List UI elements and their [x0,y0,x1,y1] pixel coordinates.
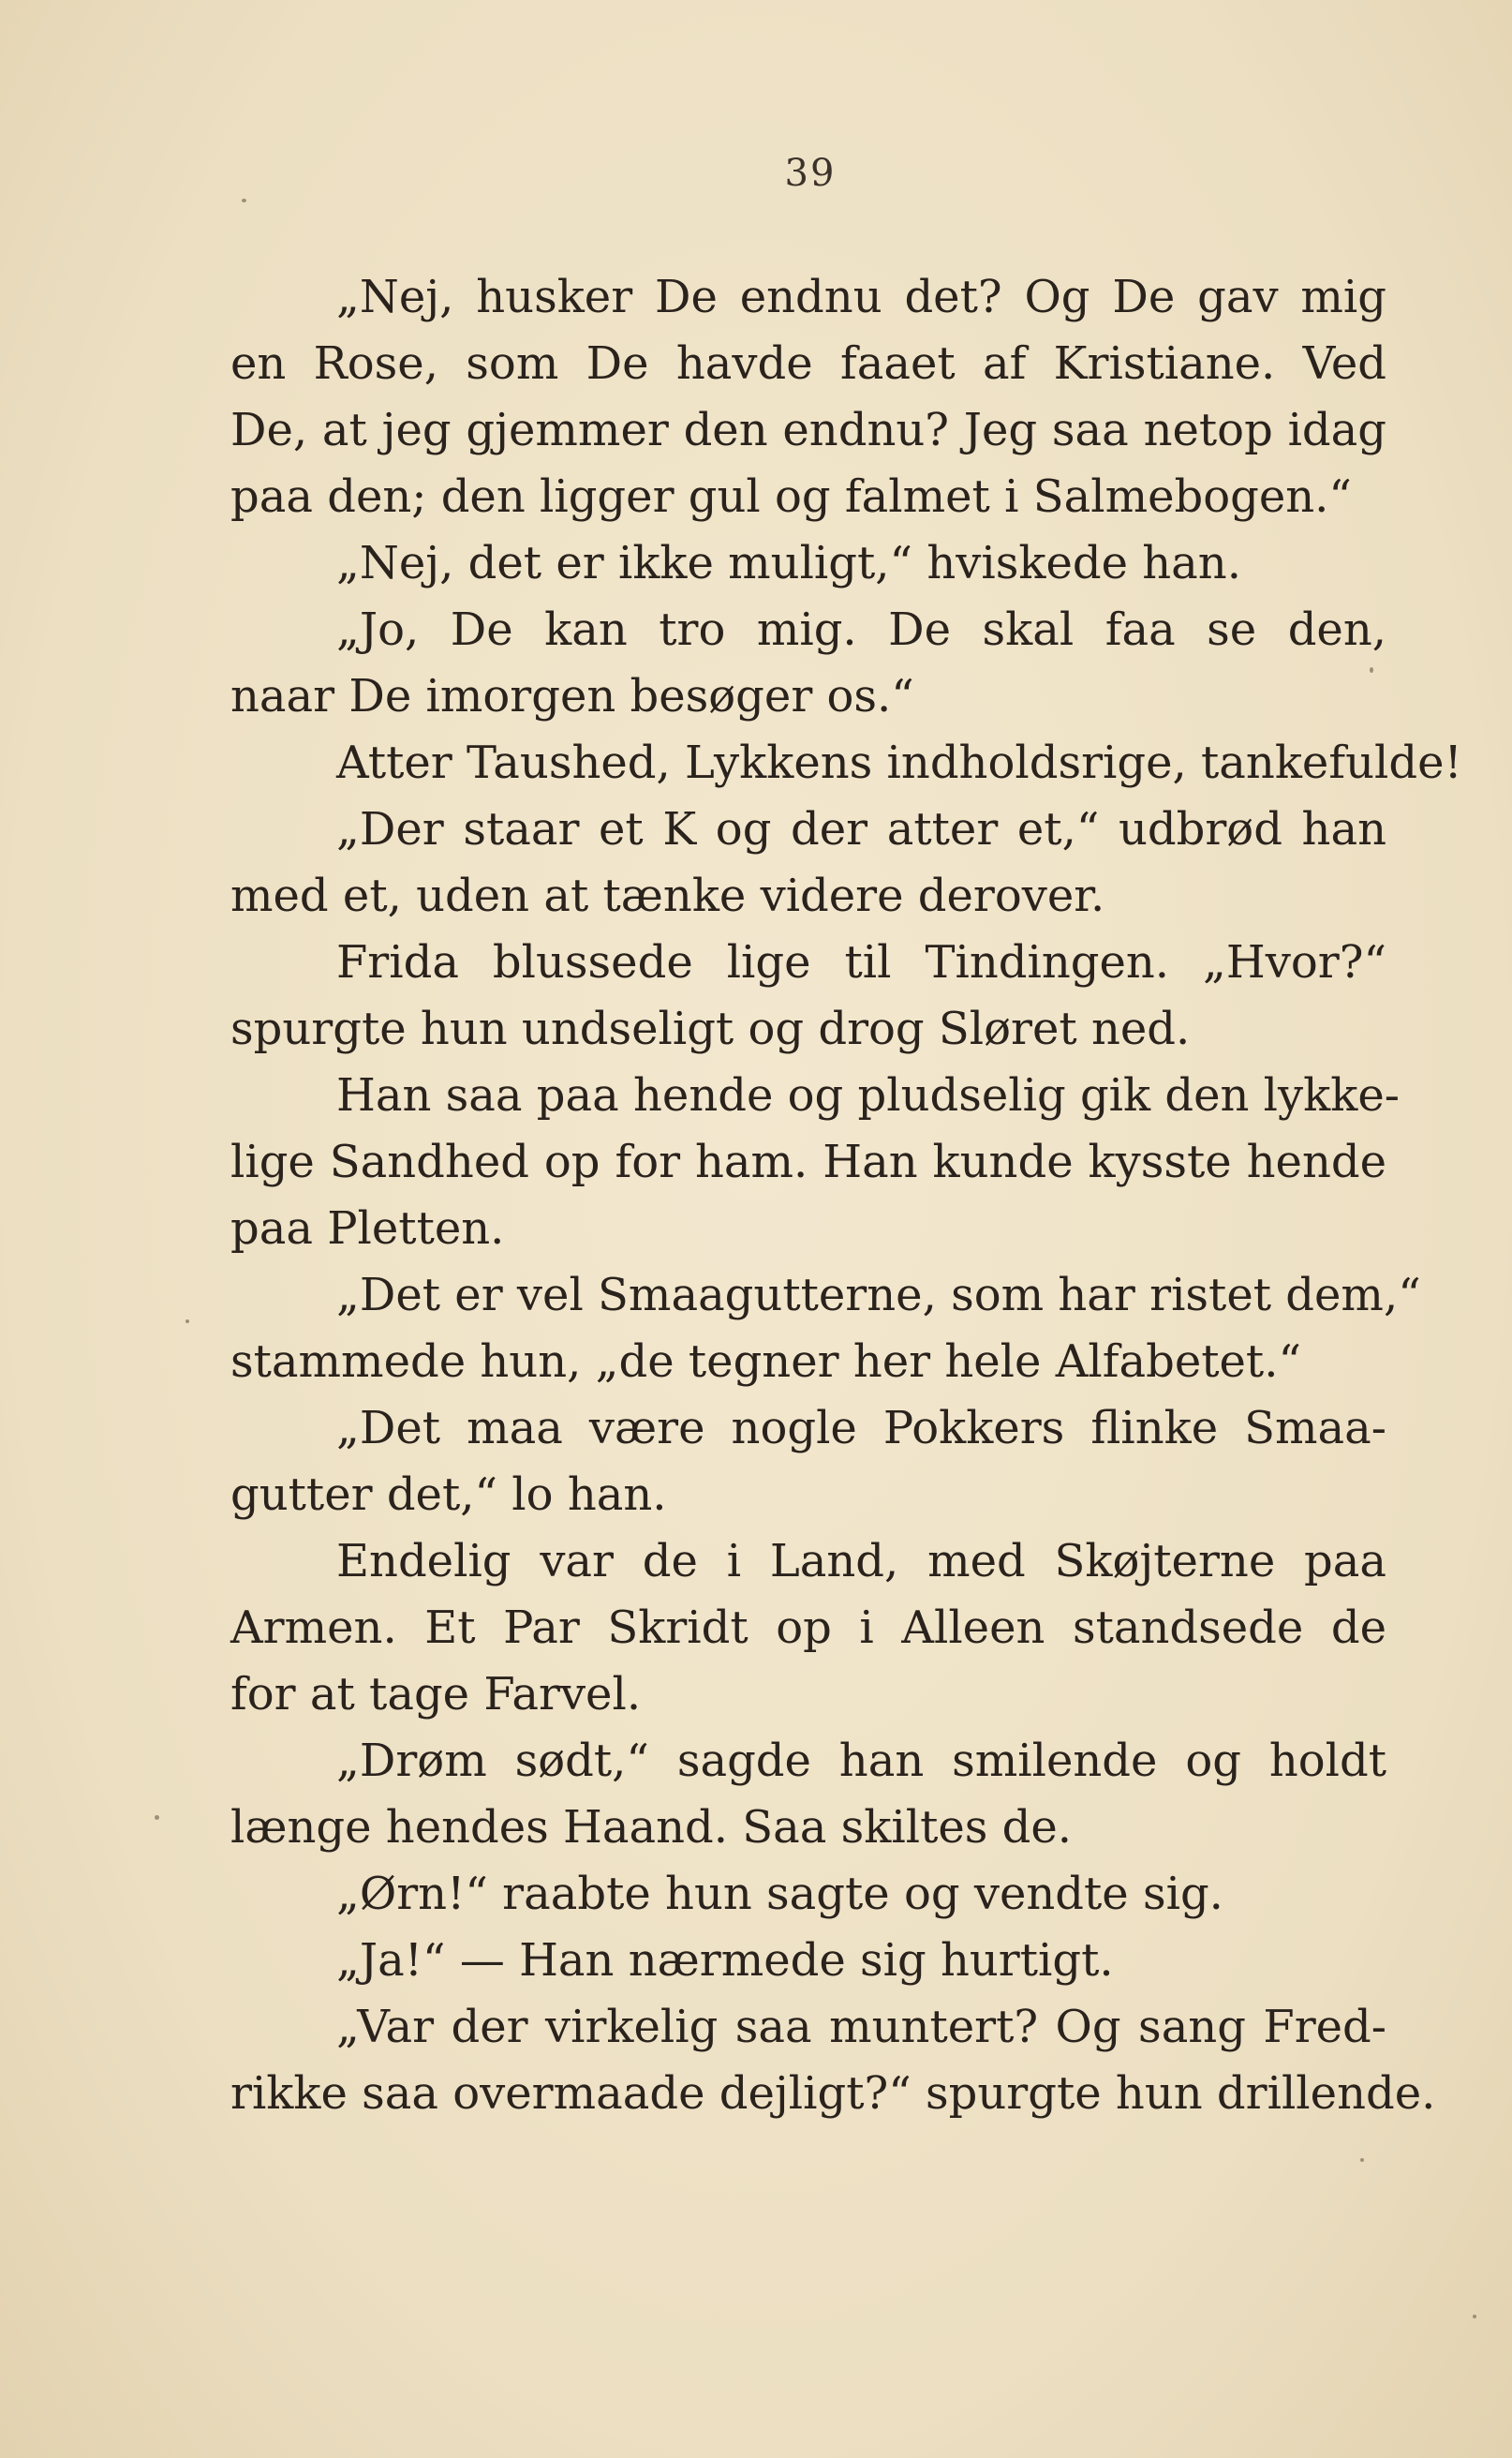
paper-speck [1473,2315,1476,2318]
text-line: rikke saa overmaade dejligt?“ spurgte hun drillende. [230,2067,1436,2120]
text-line: „Drøm sødt,“ sagde han smilende og holdt [336,1735,1386,1787]
paper-speck [185,1319,189,1323]
paper-speck [1370,667,1373,673]
text-line: „Ja!“ — Han nærmede sig hurtigt. [336,1934,1114,1987]
text-line: gutter det,“ lo han. [230,1468,667,1521]
page-number: 39 [784,152,837,195]
text-line: med et, uden at tænke videre derover. [230,870,1105,922]
text-line: „Jo, De kan tro mig. De skal faa se den, [336,603,1386,656]
text-line: „Nej, det er ikke muligt,“ hviskede han. [336,537,1241,589]
text-line: stammede hun, „de tegner her hele Alfabetet.“ [230,1335,1301,1388]
text-line: Han saa paa hende og pludselig gik den lykke- [336,1069,1400,1122]
text-line: „Der staar et K og der atter et,“ udbrød han [336,803,1386,856]
text-line: Armen. Et Par Skridt op i Alleen standsede de [230,1601,1386,1654]
text-line: for at tage Farvel. [230,1668,642,1721]
text-line: Atter Taushed, Lykkens indholdsrige, tankefulde! [336,737,1462,789]
text-line: paa Pletten. [230,1202,505,1255]
text-line: lige Sandhed op for ham. Han kunde kysste hende [230,1136,1386,1188]
text-line: De, at jeg gjemmer den endnu? Jeg saa netop idag [230,404,1386,456]
body-text [230,264,1462,2127]
text-line: paa den; den ligger gul og falmet i Salmebogen.“ [230,470,1352,523]
text-line: naar De imorgen besøger os.“ [230,670,914,723]
text-line: „Var der virkelig saa muntert? Og sang Fred- [336,2001,1386,2053]
text-line: Endelig var de i Land, med Skøjterne paa [336,1535,1386,1587]
text-line: en Rose, som De havde faaet af Kristiane. Ved [230,337,1386,390]
paper-speck [155,1815,159,1820]
text-line: „Det er vel Smaagutterne, som har ristet dem,“ [336,1269,1421,1321]
text-line: „Ørn!“ raabte hun sagte og vendte sig. [336,1868,1223,1920]
paper-speck [1360,2158,1364,2162]
paper-speck [242,199,246,202]
text-line: længe hendes Haand. Saa skiltes de. [230,1801,1073,1854]
text-line: „Nej, husker De endnu det? Og De gav mig [336,271,1386,323]
text-line: „Det maa være nogle Pokkers flinke Smaa- [336,1402,1386,1454]
text-line: Frida blussede lige til Tindingen. „Hvor?“ [336,936,1386,989]
text-line: spurgte hun undseligt og drog Sløret ned. [230,1003,1191,1055]
